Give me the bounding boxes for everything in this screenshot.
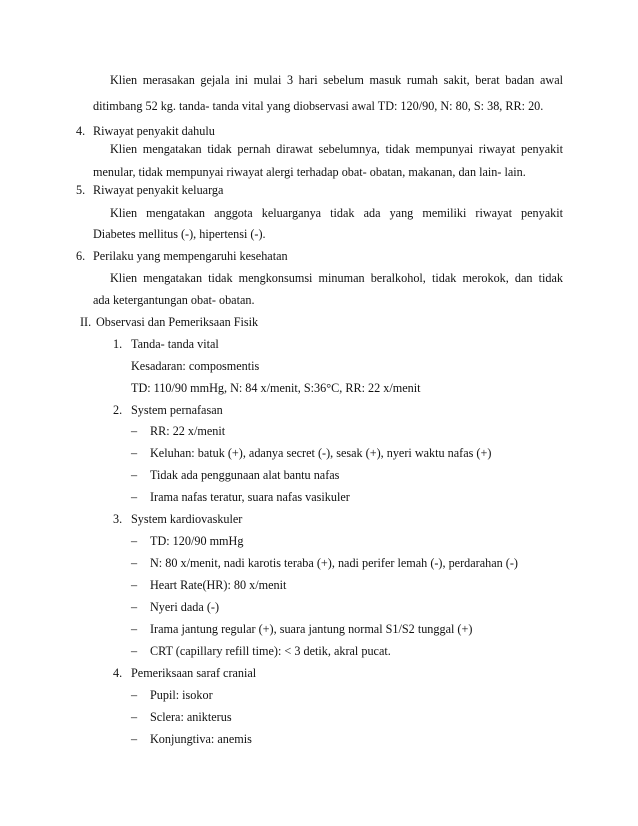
bullet-dash: – [131,556,138,570]
list-item: Irama jantung regular (+), suara jantung normal S1/S2 tunggal (+) [150,622,473,636]
bullet-dash: – [131,732,138,746]
bullet-dash: – [131,578,138,592]
sub-1-line-2: TD: 110/90 mmHg, N: 84 x/menit, S:36°C, RR: 22 x/menit [131,381,421,395]
section-6-line-2: ada ketergantungan obat- obatan. [93,293,255,307]
section-6-heading: Perilaku yang mempengaruhi kesehatan [93,249,288,263]
list-item: Heart Rate(HR): 80 x/menit [150,578,287,592]
bullet-dash: – [131,710,138,724]
intro-line-1: Klien merasakan gejala ini mulai 3 hari sebelum masuk rumah sakit, berat badan awal [110,73,563,87]
list-item: Pupil: isokor [150,688,213,702]
sub-2-number: 2. [113,403,123,417]
sub-3-number: 3. [113,512,123,526]
list-item: CRT (capillary refill time): < 3 detik, akral pucat. [150,644,391,658]
list-item: TD: 120/90 mmHg [150,534,244,548]
sub-4-heading: Pemeriksaan saraf cranial [131,666,257,680]
bullet-dash: – [131,446,138,460]
list-item: Nyeri dada (-) [150,600,220,614]
bullet-dash: – [131,490,138,504]
bullet-dash: – [131,468,138,482]
bullet-dash: – [131,600,138,614]
section-4-number: 4. [76,124,86,138]
section-4-heading: Riwayat penyakit dahulu [93,124,215,138]
list-item: Tidak ada penggunaan alat bantu nafas [150,468,340,482]
sub-4-number: 4. [113,666,123,680]
bullet-dash: – [131,644,138,658]
list-item: Konjungtiva: anemis [150,732,252,746]
section-II-number: II. [80,315,92,329]
section-5-line-2: Diabetes mellitus (-), hipertensi (-). [93,227,266,241]
section-4-line-2: menular, tidak mempunyai riwayat alergi terhadap obat- obatan, makanan, dan lain- lain. [93,165,526,179]
sub-1-number: 1. [113,337,123,351]
list-item: RR: 22 x/menit [150,424,226,438]
section-5-line-1: Klien mengatakan anggota keluarganya tidak ada yang memiliki riwayat penyakit [110,206,563,220]
section-II-heading: Observasi dan Pemeriksaan Fisik [96,315,259,329]
section-5-number: 5. [76,183,86,197]
sub-2-heading: System pernafasan [131,403,223,417]
bullet-dash: – [131,424,138,438]
bullet-dash: – [131,688,138,702]
list-item: Irama nafas teratur, suara nafas vasikuler [150,490,350,504]
list-item: Sclera: anikterus [150,710,232,724]
section-4-line-1: Klien mengatakan tidak pernah dirawat sebelumnya, tidak mempunyai riwayat penyakit [110,142,563,156]
list-item: Keluhan: batuk (+), adanya secret (-), sesak (+), nyeri waktu nafas (+) [150,446,492,460]
section-5-heading: Riwayat penyakit keluarga [93,183,224,197]
sub-1-line-1: Kesadaran: composmentis [131,359,260,373]
intro-line-2: ditimbang 52 kg. tanda- tanda vital yang diobservasi awal TD: 120/90, N: 80, S: 38, RR: 20. [93,99,544,113]
section-6-line-1: Klien mengatakan tidak mengkonsumsi minuman beralkohol, tidak merokok, dan tidak [110,271,563,285]
sub-1-heading: Tanda- tanda vital [131,337,219,351]
section-6-number: 6. [76,249,86,263]
bullet-dash: – [131,622,138,636]
bullet-dash: – [131,534,138,548]
list-item: N: 80 x/menit, nadi karotis teraba (+), nadi perifer lemah (-), perdarahan (-) [150,556,518,570]
sub-3-heading: System kardiovaskuler [131,512,243,526]
